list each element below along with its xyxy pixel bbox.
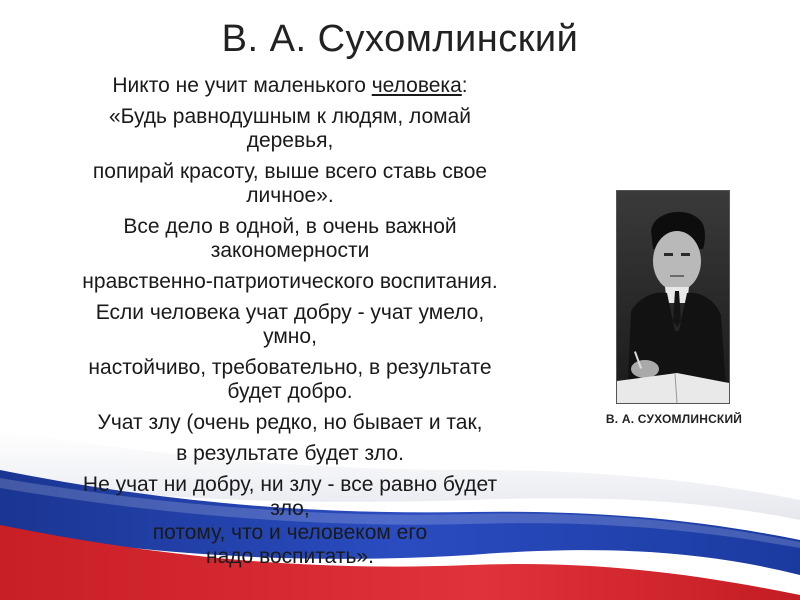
quote-line: нравственно-патриотического воспитания. (82, 270, 498, 293)
quote-line: Если человека учат добру - учат умело, (95, 301, 485, 324)
quote-line: Учат злу (очень редко, но бывает и так, (97, 411, 483, 434)
quote-line: личное». (246, 184, 334, 207)
hyperlink-word[interactable]: человека (371, 74, 462, 97)
quote-line: деревья, (246, 129, 334, 152)
quote-line: умно, (263, 325, 317, 348)
quote-text-segment: : (461, 74, 468, 97)
quote-line (20, 74, 560, 98)
quote-text-segment: Никто не учит маленького (112, 74, 372, 97)
quote-line: попирай красоту, выше всего ставь свое (92, 160, 488, 183)
quote-line: надо воспитать». (206, 545, 374, 568)
portrait-photo (616, 190, 730, 404)
quote-line: настойчиво, требовательно, в результате (88, 356, 492, 379)
quote-line: закономерности (210, 239, 370, 262)
page-title: В. А. Сухомлинский (221, 18, 579, 60)
quote-line: Все дело в одной, в очень важной (123, 215, 457, 238)
photo-caption: В. А. СУХОМЛИНСКИЙ (605, 412, 743, 426)
quote-line: в результате будет зло. (176, 442, 404, 465)
quote-line: Не учат ни добру, ни злу - все равно будет (82, 473, 498, 496)
quote-line: потому, что и человеком его (152, 521, 428, 544)
quote-line: зло, (270, 497, 310, 520)
quote-line: будет добро. (227, 380, 353, 403)
quote-line: «Будь равнодушным к людям, ломай (108, 105, 472, 128)
portrait-illustration (617, 191, 729, 403)
quote-text (20, 74, 560, 569)
